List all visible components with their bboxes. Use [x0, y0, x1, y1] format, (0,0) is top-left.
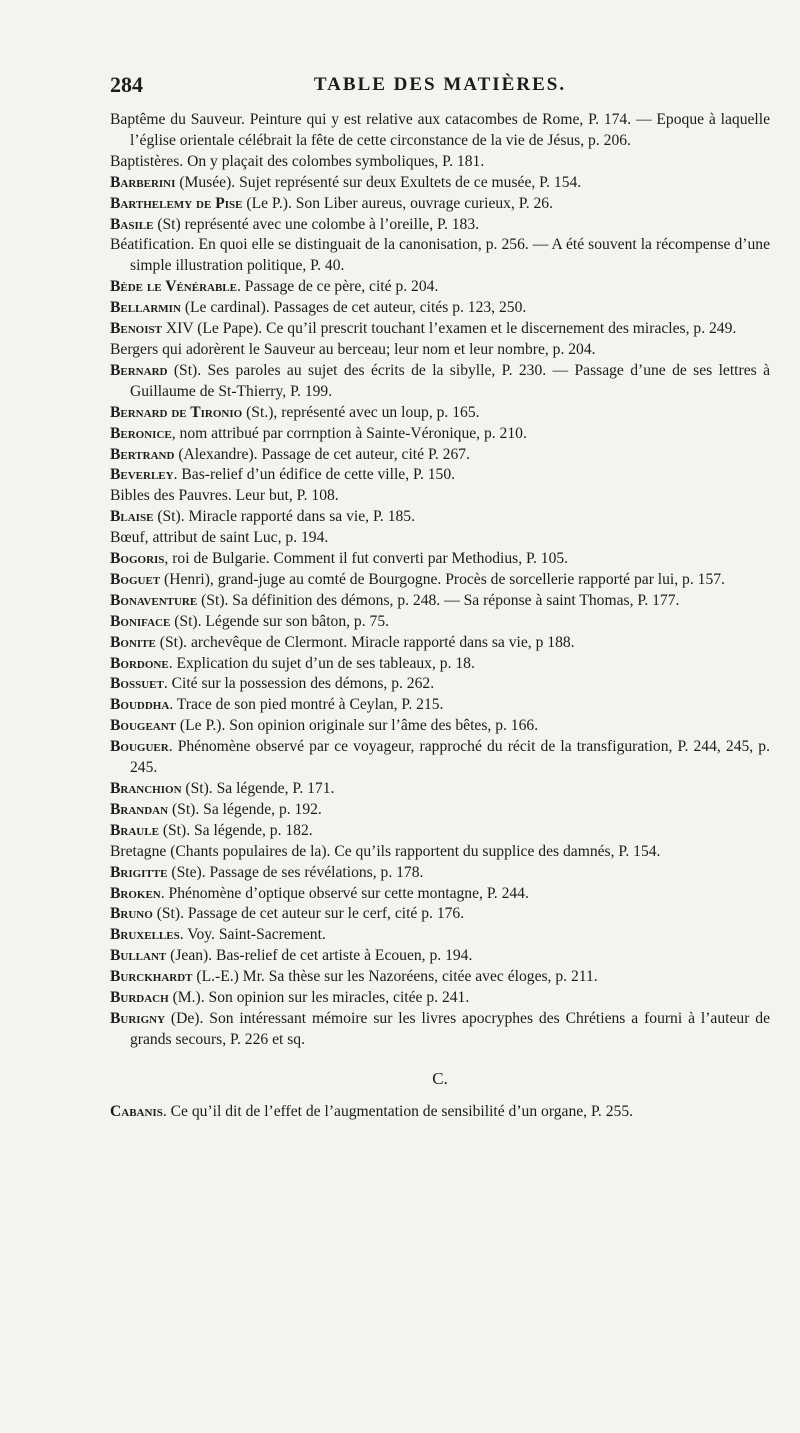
entry-headword: Brigitte	[110, 863, 168, 881]
entry-headword: Bogoris	[110, 550, 165, 568]
index-entry	[110, 445, 770, 466]
entry-text: (Le P.). Son opinion originale sur l’âme des bêtes, p. 166.	[176, 717, 539, 735]
entry-text: . On y plaçait des colombes symboliques, P. 181.	[179, 152, 485, 170]
entry-text: (St). Miracle rapporté dans sa vie, P. 185.	[153, 508, 415, 526]
page-header	[110, 72, 770, 102]
running-title: TABLE DES MATIÈRES.	[313, 74, 567, 95]
index-entry	[110, 215, 770, 236]
index-entry	[110, 361, 770, 403]
entry-headword: Bullant	[110, 947, 167, 965]
index-entry	[110, 424, 770, 445]
entry-text: (Alexandre). Passage de cet auteur, cité P. 267.	[174, 445, 470, 463]
entry-text: . Ce qu’il dit de l’effet de l’augmentation de sensibilité d’un organe, P. 255.	[162, 1102, 634, 1120]
index-entry	[110, 110, 770, 152]
page-number: 284	[110, 72, 143, 97]
section-letter-c: C.	[432, 1068, 448, 1088]
entry-headword: Basile	[110, 215, 154, 233]
index-entry	[110, 674, 770, 695]
entry-text: (Le cardinal). Passages de cet auteur, cités p. 123, 250.	[180, 299, 527, 317]
entry-headword: Bruno	[110, 905, 153, 923]
index-entry	[110, 633, 770, 654]
entry-text: (St). Passage de cet auteur sur le cerf, cité p. 176.	[152, 905, 465, 923]
index-entry	[110, 403, 770, 424]
index-entry	[110, 340, 770, 361]
index-entry	[110, 486, 770, 507]
entry-text: . Phénomène d’optique observé sur cette montagne, P. 244.	[160, 884, 529, 902]
entry-text: (M.). Son opinion sur les miracles, citée p. 241.	[168, 989, 470, 1007]
entry-headword: Bœuf	[110, 529, 145, 547]
entries-letter-c	[110, 1102, 770, 1123]
entry-headword: Bède le Vénérable	[110, 278, 237, 296]
entry-text: (De). Son intéressant mémoire sur les livres apocryphes des Chrétiens a fourni à l’auteur de grands secours, P. 226 et sq.	[130, 1009, 770, 1048]
entry-headword: Béatification	[110, 236, 191, 254]
entry-headword: Benoist	[110, 320, 162, 338]
entry-text: , attribut de saint Luc, p. 194.	[144, 529, 329, 547]
entry-text: . Explication du sujet d’un de ses tableaux, p. 18.	[168, 654, 475, 672]
entry-headword: Beverley	[110, 466, 174, 484]
entry-text: (Ste). Passage de ses révélations, p. 178.	[167, 863, 424, 881]
index-entry	[110, 779, 770, 800]
entry-text: (Jean). Bas-relief de cet artiste à Ecouen, p. 194.	[166, 947, 473, 965]
index-entry	[110, 695, 770, 716]
entry-text: . Phénomène observé par ce voyageur, rapproché du récit de la transfiguration, P. 244, 245, p. 245.	[130, 738, 770, 777]
entry-headword: Bonite	[110, 633, 156, 651]
entry-headword: Bonaventure	[110, 591, 198, 609]
entry-text: du Sauveur. Peinture qui y est relative aux catacombes de Rome, P. 174. — Epoque à laquelle l’église orientale célébrait la fête de cette circonstance de la vie de Jésus, p. 206.	[130, 111, 770, 149]
entry-text: (L.-E.) Mr. Sa thèse sur les Nazoréens, citée avec éloges, p. 211.	[192, 968, 598, 986]
entry-headword: Broken	[110, 884, 161, 902]
entry-headword: Bernard de Tironio	[110, 403, 243, 421]
entry-headword: Burckhardt	[110, 968, 193, 986]
entry-text: (St.), représenté avec un loup, p. 165.	[242, 403, 480, 421]
index-entry	[110, 716, 770, 737]
entry-text: , nom attribué par corrnption à Sainte-Véronique, p. 210.	[171, 424, 527, 442]
entry-headword: Brandan	[110, 800, 169, 818]
index-entry	[110, 173, 770, 194]
index-entry	[110, 1102, 770, 1123]
entry-text: (St). Ses paroles au sujet des écrits de la sibylle, P. 230. — Passage d’une de ses lettres à Guillaume de St-Thierry, P. 199.	[130, 361, 770, 400]
entry-headword: Bretagne	[110, 842, 167, 860]
index-entry	[110, 884, 770, 905]
entry-headword: Bouguer	[110, 738, 169, 756]
entry-headword: Blaise	[110, 508, 154, 526]
entry-text: (Henri), grand-juge au comté de Bourgogne. Procès de sorcellerie rapporté par lui, p. 157.	[160, 570, 725, 588]
index-entry	[110, 194, 770, 215]
entry-headword: Branchion	[110, 780, 182, 797]
index-entry	[110, 319, 770, 340]
entry-headword: Barthelemy de Pise	[110, 194, 243, 212]
index-entry	[110, 277, 770, 298]
index-entry	[110, 842, 770, 863]
entry-text: (St). Sa légende, p. 192.	[168, 800, 322, 818]
entry-headword: Bougeant	[110, 717, 177, 735]
entry-text: (Musée). Sujet représenté sur deux Exultets de ce musée, P. 154.	[175, 173, 582, 191]
entry-headword: Bouddha	[110, 696, 170, 714]
entry-headword: Boniface	[110, 612, 171, 630]
entry-headword: Boguet	[110, 570, 161, 588]
index-entries	[110, 110, 770, 1123]
index-entry	[110, 800, 770, 821]
entry-headword: Braule	[110, 821, 159, 839]
entry-headword: Bossuet	[110, 675, 164, 693]
entry-headword: Cabanis	[110, 1102, 163, 1120]
index-entry	[110, 863, 770, 884]
index-entry	[110, 654, 770, 675]
entry-headword: Burigny	[110, 1009, 166, 1027]
entry-headword: Bernard	[110, 361, 168, 379]
entry-text: (St). archevêque de Clermont. Miracle rapporté dans sa vie, p 188.	[155, 633, 575, 651]
entry-text: . Passage de ce père, cité p. 204.	[237, 278, 439, 296]
index-entry	[110, 988, 770, 1009]
entry-text: . Bas-relief d’un édifice de cette ville, P. 150.	[173, 466, 456, 484]
index-entry	[110, 528, 770, 549]
entry-text: . Voy. Saint-Sacrement.	[179, 926, 326, 944]
entry-text: (St). Sa définition des démons, p. 248. — Sa réponse à saint Thomas, P. 177.	[197, 591, 680, 609]
entry-text: (Chants populaires de la). Ce qu’ils rapportent du supplice des damnés, P. 154.	[166, 842, 661, 860]
entry-text: , roi de Bulgarie. Comment il fut converti par Methodius, P. 105.	[164, 550, 569, 568]
entry-headword: Burdach	[110, 989, 169, 1007]
index-entry	[110, 549, 770, 570]
entry-text: qui adorèrent le Sauveur au berceau; leur nom et leur nombre, p. 204.	[158, 340, 596, 358]
entry-headword: Bertrand	[110, 445, 175, 463]
entry-headword: Bordone	[110, 654, 169, 672]
entry-text: XIV (Le Pape). Ce qu’il prescrit touchant l’examen et le discernement des miracles, p. 249.	[161, 320, 737, 338]
index-entry	[110, 507, 770, 528]
entry-headword: Barberini	[110, 173, 176, 191]
entry-headword: Bibles	[110, 487, 150, 505]
entry-text: . En quoi elle se distinguait de la canonisation, p. 256. — A été souvent la récompense d’une simple illustration politique, P. 40.	[130, 236, 770, 275]
entry-text: (St). Sa légende, p. 182.	[158, 821, 313, 839]
entry-text: (St). Sa légende, P. 171.	[181, 780, 335, 797]
entry-text: (Le P.). Son Liber aureus, ouvrage curieux, P. 26.	[242, 194, 553, 212]
entry-text: des Pauvres. Leur but, P. 108.	[149, 487, 339, 505]
entry-headword: Baptême	[110, 111, 166, 128]
index-entry	[110, 925, 770, 946]
index-entry	[110, 152, 770, 173]
index-entry	[110, 1009, 770, 1051]
entry-text: (St). Légende sur son bâton, p. 75.	[170, 612, 390, 630]
index-entry	[110, 570, 770, 591]
index-entry	[110, 946, 770, 967]
entry-text: . Trace de son pied montré à Ceylan, P. 215.	[169, 696, 444, 714]
entry-headword: Beronice	[110, 424, 172, 442]
entry-headword: Bergers	[110, 340, 159, 358]
entry-text: . Cité sur la possession des démons, p. 262.	[163, 675, 435, 693]
entries-letter-b	[110, 110, 770, 1051]
entry-headword: Baptistères	[110, 152, 180, 170]
index-entry	[110, 591, 770, 612]
index-entry	[110, 904, 770, 925]
index-entry	[110, 298, 770, 319]
index-entry	[110, 737, 770, 779]
index-entry	[110, 235, 770, 277]
index-entry	[110, 821, 770, 842]
entry-headword: Bellarmin	[110, 299, 181, 317]
index-entry	[110, 967, 770, 988]
entry-headword: Bruxelles	[110, 926, 180, 944]
index-entry	[110, 465, 770, 486]
index-entry	[110, 612, 770, 633]
entry-text: (St) représenté avec une colombe à l’oreille, P. 183.	[153, 215, 480, 233]
